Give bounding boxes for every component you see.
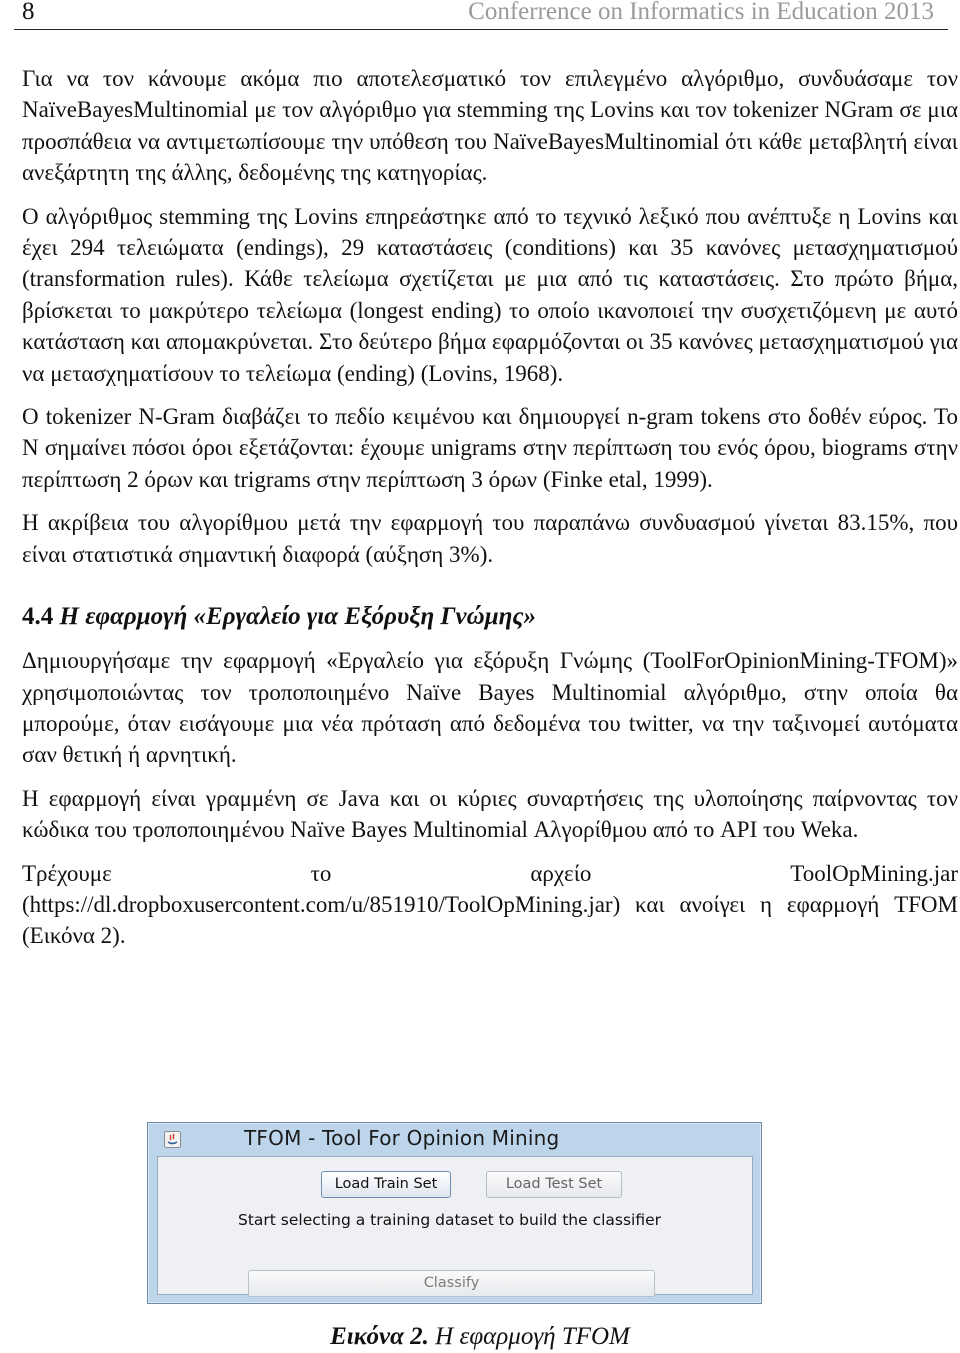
- paragraph-combination: Για να τον κάνουμε ακόμα πιο αποτελεσματικό τον επιλεγμένο αλγόριθμο, συνδυάσαμε τον NaïveBayesMultinomial με τον αλγόριθμο για stemming της Lovins και τον tokenizer NGram σε μια προσπάθεια να αντιμετωπίσουμε την υπόθεση του NaïveBayesMultinomial ότι κάθε μεταβλητή είναι ανεξάρτητη της άλλης, δεδομένης της κατηγορίας.: [22, 66, 958, 186]
- figure-caption: [0, 1321, 960, 1353]
- paragraph-ngram-tokenizer: Ο tokenizer N-Gram διαβάζει το πεδίο κειμένου και δημιουργεί n-gram tokens στο δοθέν εύρος. Το N σημαίνει πόσοι όροι εξετάζονται: έχουμε unigrams στην περίπτωση του ενός όρου, biograms στην περίπτωση 2 όρων και trigrams στην περίπτωση 3 όρων (Finke etal, 1999).: [22, 404, 958, 492]
- section-title: Η εφαρμογή «Εργαλείο για Εξόρυξη Γνώμης»: [59, 603, 536, 631]
- page-header: [0, 0, 960, 30]
- window-titlebar: [148, 1123, 761, 1155]
- paragraph-lovins-stemming: Ο αλγόριθμος stemming της Lovins επηρεάστηκε από το τεχνικό λεξικό που ανέπτυξε η Lovins και έχει 294 τελειώματα (endings), 29 καταστάσεις (conditions) και 35 κανόνες μετασχηματισμού (transformation rules). Κάθε τελείωμα σχετίζεται με μια από τις καταστάσεις. Στο πρώτο βήμα, βρίσκεται το μακρύτερο τελείωμα (longest ending) το οποίο ικανοποιεί την συσχετιζόμενη με αυτό κατάσταση και απομακρύνεται. Στο δεύτερο βήμα εφαρμόζονται οι 35 κανόνες μετασχηματισμού για να μετασχηματίσουν το τελείωμα (ending) (Lovins, 1968).: [22, 203, 958, 386]
- paragraph-run-instructions: Τρέχουμε το αρχείο ToolOpMining.jar (https://dl.dropboxusercontent.com/u/851910/ToolOpMining.jar) και ανοίγει η εφαρμογή TFOM (Εικόνα 2).: [22, 860, 958, 949]
- status-message: Start selecting a training dataset to build the classifier: [238, 1211, 662, 1229]
- body-text: [22, 63, 958, 952]
- java-app-icon: [164, 1131, 181, 1148]
- header-rule: [14, 29, 948, 30]
- tfom-window-screenshot: [147, 1122, 762, 1304]
- page-number: 8: [22, 0, 35, 25]
- load-test-set-button[interactable]: Load Test Set: [486, 1171, 622, 1198]
- classify-button[interactable]: Classify: [248, 1270, 655, 1297]
- window-client-area: [157, 1156, 753, 1295]
- paragraph-accuracy: Η ακρίβεια του αλγορίθμου μετά την εφαρμογή του παραπάνω συνδυασμού γίνεται 83.15%, που είναι στατιστικά σημαντική διαφορά (αύξηση 3%).: [22, 510, 958, 567]
- load-train-set-button[interactable]: Load Train Set: [321, 1171, 451, 1198]
- figure-caption-label: Εικόνα 2.: [330, 1323, 429, 1350]
- window-title: TFOM - Tool For Opinion Mining: [244, 1126, 560, 1150]
- running-head: Conferrence on Informatics in Education 2013: [468, 0, 934, 25]
- figure-caption-text: Η εφαρμογή TFOM: [428, 1323, 630, 1350]
- paragraph-implementation: Η εφαρμογή είναι γραμμένη σε Java και οι κύριες συναρτήσεις της υλοποίησης παίρνοντας τον κώδικα του τροποποιημένου Naïve Bayes Multinomial Αλγορίθμου από το API του Weka.: [22, 785, 958, 843]
- section-heading: [22, 601, 958, 633]
- paragraph-application-intro: Δημιουργήσαμε την εφαρμογή «Εργαλείο για εξόρυξη Γνώμης (ToolForOpinionMining-TFOM)» χρησιμοποιώντας τον τροποποιημένο Naïve Bayes Multinomial αλγόριθμο, στην οποία θα μπορούμε, όταν εισάγουμε μια νέα πρόταση από δεδομένα του twitter, να την ταξινομεί αυτόματα σαν θετική ή αρνητική.: [22, 648, 958, 768]
- section-number: 4.4: [22, 603, 54, 631]
